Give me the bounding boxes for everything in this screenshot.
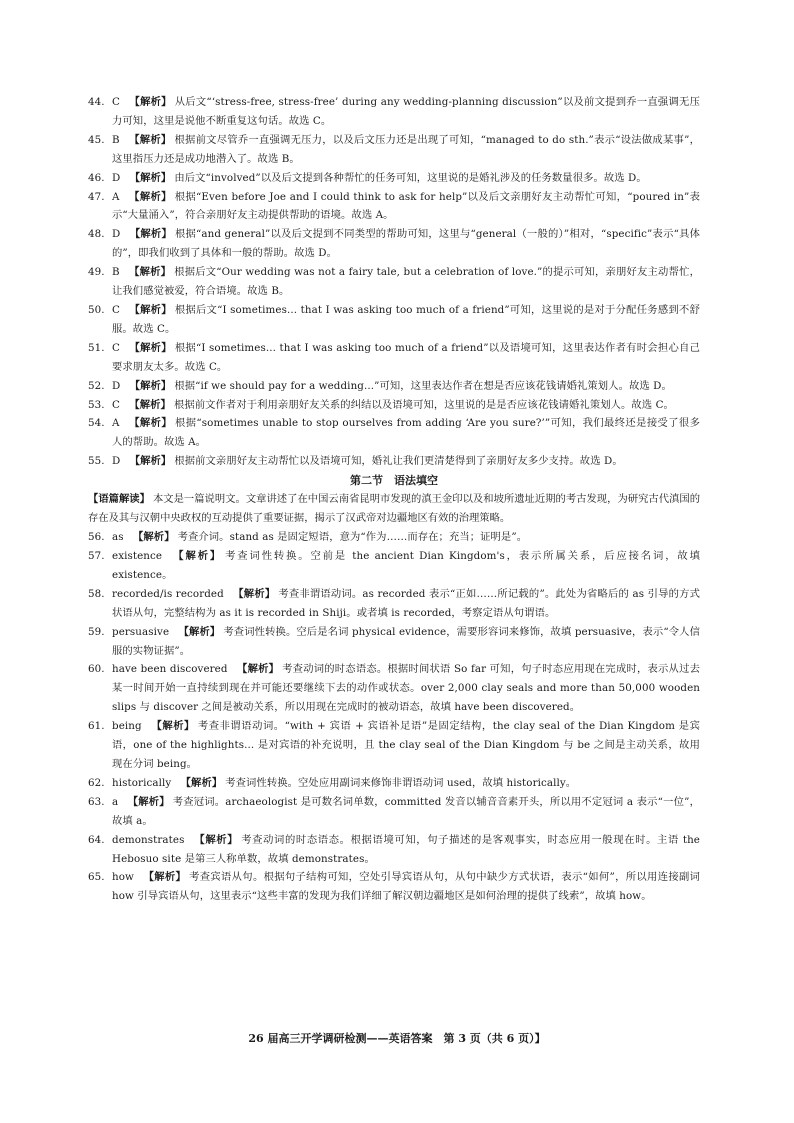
question-number: 47. [88,190,105,203]
analysis-text: 根据前文作者对于利用亲朋好友关系的纠结以及语境可知，这里说的是是否应该花钱请婚礼策划人。故选 C。 [173,398,674,411]
answer-choice: B [112,133,120,146]
question-number: 49. [88,266,105,279]
analysis-text: 考查词性转换。空后是名词 physical evidence，需要形容词来修饰，故填 persuasive，表示“令人信服的实物证据”。 [112,625,701,657]
question-number: 52. [88,379,105,392]
analysis-tag: 【解析】 [129,341,172,354]
question-number: 45. [88,133,105,146]
analysis-tag: 【解析】 [129,379,172,392]
answer-choice: C [112,96,120,108]
answer-key-page [88,93,700,906]
analysis-tag: 【解析】 [237,663,280,676]
question-number: 51. [88,341,105,354]
answer-item [88,660,700,717]
answer-item [88,547,700,585]
answer-item [88,528,700,547]
answer-item [88,414,700,452]
answer-item [88,188,700,226]
answer-item [88,452,700,471]
answer-choice: D [112,228,121,241]
answer-item [88,169,700,188]
analysis-tag: 【解析】 [133,531,175,544]
answer-content [112,414,700,452]
question-number: 46. [88,171,105,184]
question-number: 65. [88,871,105,884]
answer-choice: as [112,531,124,544]
answer-content [112,93,700,131]
question-number: 56. [88,531,105,544]
analysis-text: 考查动词的时态语态。根据时间状语 So far 可知，句子时态应用现在完成时，表示从过去某一时间开始一直持续到现在并可能还要继续下去的动作或状态。over 2,000 clay seals and more than 50,000 wooden slips 与 discover 之间是被动关系，所以用现在完成时的被动语态，故填 have been discovered。 [112,663,701,714]
answer-content [112,377,700,396]
answer-choice: a [112,795,119,808]
analysis-text: 考查非谓语动词。as recorded 表示“正如……所记载的”。此处为省略后的 as 引导的方式状语从句，完整结构为 as it is recorded in Shiji。或者填 is recorded，考察定语从句谓语。 [112,587,701,619]
answer-choice: existence [112,550,163,563]
answer-item [88,131,700,169]
analysis-text: 根据“and general”以及后文提到不同类型的帮助可知，这里与“general（一般的）”相对，“specific”表示“具体的”，即我们收到了具体和一般的帮助。故选 D。 [112,228,701,260]
answer-item [88,339,700,377]
answer-content [112,793,700,831]
intro-text: 本文是一篇说明文。文章讲述了在中国云南省昆明市发现的滇王金印以及和坡所遗址近期的考古发现，为研究古代滇国的存在及其与汉朝中央政权的互动提供了重要证据，揭示了汉武帝对边疆地区有效的治理策略。 [88,493,701,525]
analysis-tag: 【解析】 [129,96,172,108]
answer-choice: B [112,266,120,279]
answer-item [88,623,700,661]
answer-content [112,225,700,263]
analysis-text: 根据后文“Our wedding was not a fairy tale, but a celebration of love.”的提示可知，亲朋好友主动帮忙，让我们感觉被爱，符合语境。故选 B。 [112,266,700,298]
answer-item [88,225,700,263]
analysis-text: 考查宾语从句。根据句子结构可知，空处引导宾语从句，从句中缺少方式状语，表示“如何”，所以用连接副词 how 引导宾语从句，这里表示“这些丰富的发现为我们详细了解汉朝边疆地区是如何治理的提供了线索”，故填 how。 [112,871,700,903]
question-number: 50. [88,303,105,316]
question-number: 44. [88,96,105,108]
answer-choice: recorded/is recorded [112,587,224,600]
answer-item [88,263,700,301]
answer-choice: demonstrates [112,833,185,846]
analysis-text: 根据前文亲朋好友主动帮忙以及语境可知，婚礼让我们更清楚得到了亲朋好友多少支持。故选 D。 [174,455,623,468]
answer-item [88,774,700,793]
answer-content [112,301,700,339]
analysis-tag: 【解析】 [129,398,171,411]
analysis-text: 根据“Even before Joe and I could think to ask for help”以及后文亲朋好友主动帮忙可知，“poured in”表示“大量涌入”，符合亲朋好友主动提供帮助的语境。故选 A。 [112,190,701,222]
answer-content [112,528,700,547]
answer-choice: C [112,303,120,316]
answer-content [112,188,700,226]
section-title: 第二节 语法填空 [350,474,438,488]
analysis-text: 根据“I sometimes... that I was asking too much of a friend”以及语境可知，这里表达作者有时会担心自己要求朋友太多。故选 C。 [112,341,700,373]
analysis-tag: 【解析】 [129,417,173,430]
answer-choice: A [112,417,120,430]
answer-content [112,131,700,169]
answer-content [112,585,700,623]
analysis-tag: 【解析】 [180,776,223,789]
analysis-text: 考查非谓语动词。“with + 宾语 + 宾语补足语”是固定结构，the clay seal of the Dian Kingdom 是宾语，one of the highlights... 是对宾语的补充说明，且 the clay seal of the Dian Kingdom 与 be 之间是主动关系，故用现在分词 being。 [112,720,701,770]
passage-intro [88,490,700,528]
answer-content [112,660,700,717]
analysis-tag: 【解析】 [233,587,276,600]
answer-choice: being [112,720,142,733]
answer-content [112,169,700,188]
answer-content [112,868,700,906]
answer-choice: A [112,190,120,203]
question-number: 54. [88,417,105,430]
answer-item [88,831,700,869]
analysis-tag: 【解析】 [194,833,239,846]
intro-tag: 【语篇解读】 [88,493,150,506]
question-number: 60. [88,663,105,676]
answer-choice: persuasive [112,625,170,638]
analysis-text: 由后文“involved”以及后文提到各种帮忙的任务可知，这里说的是婚礼涉及的任务数量很多。故选 D。 [174,171,647,184]
analysis-tag: 【解析】 [151,720,195,733]
analysis-tag: 【解析】 [173,550,223,563]
answer-content [112,263,700,301]
answer-item [88,868,700,906]
analysis-tag: 【解析】 [143,871,187,884]
answer-choice: C [112,398,120,411]
answer-choice: D [112,455,121,468]
cloze-answers [88,93,700,471]
answer-content [112,396,700,415]
question-number: 48. [88,228,105,241]
analysis-text: 根据前文尽管乔一直强调无压力，以及后文压力还是出现了可知，“managed to do sth.”表示“设法做成某事”，这里指压力还是成功地潜入了。故选 B。 [112,133,701,165]
answer-choice: D [112,171,121,184]
analysis-text: 根据“if we should pay for a wedding...”可知，这里表达作者在想是否应该花钱请婚礼策划人。故选 D。 [174,379,672,392]
answer-content [112,717,700,774]
analysis-text: 考查介词。stand as 是固定短语，意为“作为……而存在；充当；证明是”。 [177,531,528,544]
question-number: 55. [88,455,105,468]
question-number: 59. [88,625,105,638]
grammar-answers [88,528,700,906]
answer-choice: have been discovered [112,663,228,676]
analysis-text: 根据后文“I sometimes... that I was asking too much of a friend”可知，这里说的是对于分配任务感到不舒服。故选 C。 [112,303,700,335]
analysis-tag: 【解析】 [178,625,221,638]
answer-content [112,623,700,661]
analysis-tag: 【解析】 [129,190,172,203]
analysis-text: 考查动词的时态语态。根据语境可知，句子描述的是客观事实，时态应用一般现在时。主语 the Hebosuo site 是第三人称单数，故填 demonstrates。 [112,833,700,865]
answer-content [112,452,700,471]
answer-content [112,831,700,869]
analysis-text: 考查词性转换。空处应用副词来修饰非谓语动词 used，故填 historically。 [225,776,577,789]
answer-choice: how [112,871,134,884]
question-number: 64. [88,833,105,846]
analysis-text: 从后文“‘stress-free, stress-free’ during any wedding-planning discussion”以及前文提到乔一直强调无压力可知，这里是说他不断重复这句话。故选 C。 [112,96,700,127]
analysis-tag: 【解析】 [129,133,172,146]
question-number: 61. [88,720,105,733]
answer-item [88,301,700,339]
answer-item [88,793,700,831]
analysis-text: 考查词性转换。空前是 the ancient Dian Kingdom's，表示所属关系，后应接名词，故填 existence。 [112,550,700,581]
analysis-tag: 【解析】 [129,171,172,184]
analysis-tag: 【解析】 [129,266,172,279]
answer-item [88,585,700,623]
answer-choice: D [112,379,121,392]
answer-content [112,547,700,585]
answer-item [88,93,700,131]
question-number: 53. [88,398,105,411]
question-number: 63. [88,795,105,808]
answer-content [112,774,700,793]
analysis-tag: 【解析】 [127,795,170,808]
question-number: 62. [88,776,105,789]
answer-item [88,396,700,415]
analysis-tag: 【解析】 [129,455,172,468]
answer-item [88,377,700,396]
analysis-tag: 【解析】 [129,228,172,241]
question-number: 58. [88,587,105,600]
analysis-text: 根据“sometimes unable to stop ourselves from adding ‘Are you sure?’”可知，我们最终还是接受了很多人的帮助。故选 A。 [112,417,701,449]
question-number: 57. [88,550,105,563]
answer-item [88,717,700,774]
analysis-text: 考查冠词。archaeologist 是可数名词单数，committed 发音以辅音音素开头，所以用不定冠词 a 表示“一位”，故填 a。 [112,795,700,827]
answer-content [112,339,700,377]
analysis-tag: 【解析】 [129,303,172,316]
answer-choice: historically [112,776,172,789]
answer-choice: C [112,341,120,354]
page-footer: 26 届高三开学调研检测——英语答案 第 3 页（共 6 页）】 [248,1032,546,1045]
